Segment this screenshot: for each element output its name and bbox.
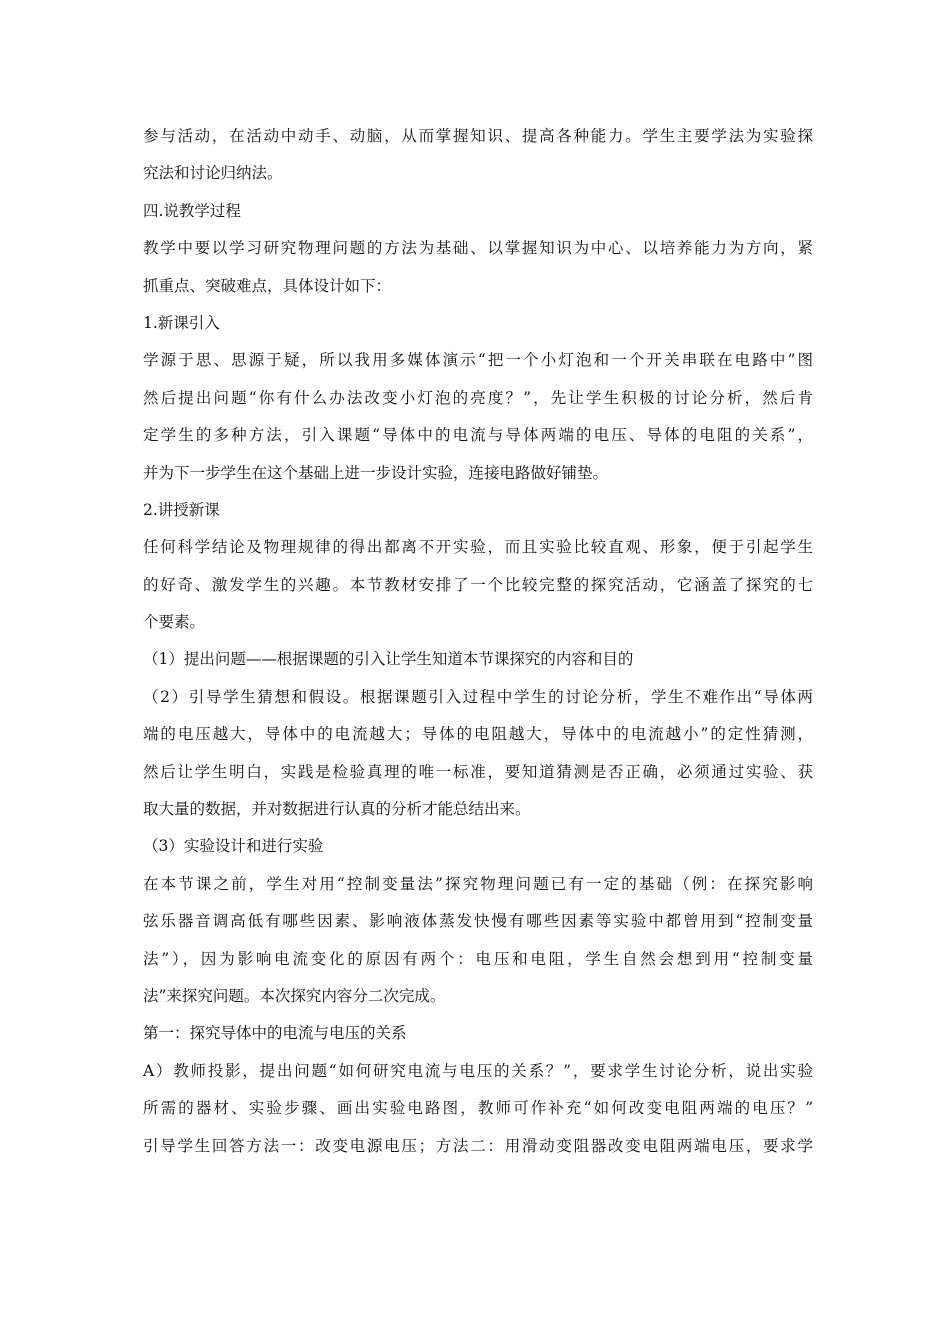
text-line-14: 个要素。 xyxy=(143,613,206,632)
text-line-24: 法”来探究问题。本次探究内容分二次完成。 xyxy=(143,986,446,1005)
text-line-4: 教学中要以学习研究物理问题的方法为基础、以掌握知识为中心、以培养能力为方向，紧 xyxy=(143,239,813,258)
section-heading-teaching-process: 四.说教学过程 xyxy=(143,201,241,220)
text-line-19: 取大量的数据，并对数据进行认真的分析才能总结出来。 xyxy=(143,800,531,819)
text-line-2: 究法和讨论归纳法。 xyxy=(143,164,283,183)
subheading-teach-new-lesson: 2.讲授新课 xyxy=(143,500,220,519)
text-line-22: 弦乐器音调高低有哪些因素、影响液体蒸发快慢有哪些因素等实验中都曾用到“控制变量 xyxy=(143,912,813,931)
text-line-27: 所需的器材、实验步骤、画出实验电路图，教师可作补充“如何改变电阻两端的电压？” xyxy=(143,1099,813,1118)
subheading-part-one: 第一：探究导体中的电流与电压的关系 xyxy=(143,1024,407,1043)
text-line-17: 端的电压越大，导体中的电流越大；导体的电阻越大，导体中的电流越小”的定性猜测， xyxy=(143,725,813,744)
list-item-3: （3）实验设计和进行实验 xyxy=(143,837,324,856)
text-line-18: 然后让学生明白，实践是检验真理的唯一标准，要知道猜测是否正确，必须通过实验、获 xyxy=(143,762,813,781)
text-line-7: 学源于思、思源于疑，所以我用多媒体演示“把一个小灯泡和一个开关串联在电路中”图 xyxy=(143,351,813,370)
text-line-21: 在本节课之前，学生对用“控制变量法”探究物理问题已有一定的基础（例：在探究影响 xyxy=(143,874,813,893)
list-item-1: （1）提出问题——根据课题的引入让学生知道本节课探究的内容和目的 xyxy=(143,650,634,669)
text-line-28: 引导学生回答方法一：改变电源电压；方法二：用滑动变阻器改变电阻两端电压，要求学 xyxy=(143,1136,813,1155)
text-line-8: 然后提出问题“你有什么办法改变小灯泡的亮度？”，先让学生积极的讨论分析，然后肯 xyxy=(143,388,813,407)
text-line-9: 定学生的多种方法，引入课题“导体中的电流与导体两端的电压、导体的电阻的关系”， xyxy=(143,426,813,445)
text-line-10: 并为下一步学生在这个基础上进一步设计实验，连接电路做好铺垫。 xyxy=(143,463,609,482)
subheading-new-lesson-intro: 1.新课引入 xyxy=(143,313,220,332)
list-item-2: （2）引导学生猜想和假设。根据课题引入过程中学生的讨论分析，学生不难作出“导体两 xyxy=(143,687,813,706)
text-line-13: 的好奇、激发学生的兴趣。本节教材安排了一个比较完整的探究活动，它涵盖了探究的七 xyxy=(143,575,813,594)
text-line-26: A）教师投影，提出问题“如何研究电流与电压的关系？”，要求学生讨论分析，说出实验 xyxy=(143,1061,813,1080)
text-line-5: 抓重点、突破难点，具体设计如下： xyxy=(143,276,392,295)
text-line-12: 任何科学结论及物理规律的得出都离不开实验，而且实验比较直观、形象，便于引起学生 xyxy=(143,538,813,557)
document-body xyxy=(143,118,813,1165)
text-line-1: 参与活动，在活动中动手、动脑，从而掌握知识、提高各种能力。学生主要学法为实验探 xyxy=(143,127,813,145)
text-line-23: 法”），因为影响电流变化的原因有两个：电压和电阻，学生自然会想到用“控制变量 xyxy=(143,949,813,968)
